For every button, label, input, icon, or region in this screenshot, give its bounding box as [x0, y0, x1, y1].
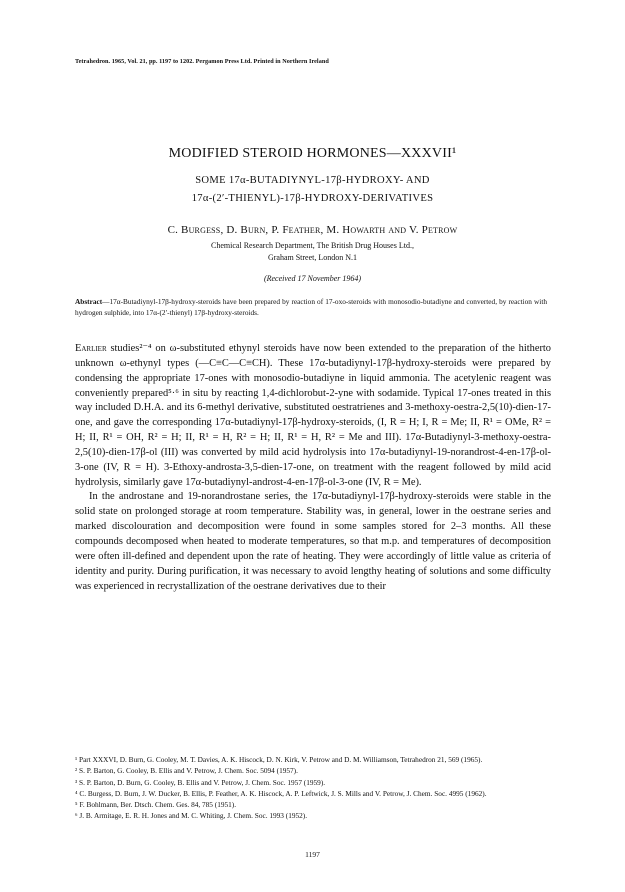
footnote: ¹ Part XXXVI, D. Burn, G. Cooley, M. T. Davies, A. K. Hiscock, D. N. Kirk, V. Petrow and D. M. Williamson, Tetrahedron 21, 569 (1965). — [75, 755, 483, 764]
abstract-heading: Abstract — [75, 297, 103, 306]
paper-title: MODIFIED STEROID HORMONES—XXXVII¹ — [168, 146, 457, 161]
paragraph-2: In the androstane and 19-norandrostane series, the 17α-butadiynyl-17β-hydroxy-steroids were stable in the solid state on prolonged storage at room temperature. Stability was, in general, lower in the oestrane series and marked discolouration and decomposition were found in some samples stored for 2–3 months. All these compounds decomposed when heated to moderate temperatures, so that m.p. and temperatures of decomposition were often ill-defined and dependent upon the rate of heating. They were accordingly of little value as criteria of identity and purity. During purification, it was necessary to avoid lengthy heating of solutions and some difficulty was experienced in recrystallization of the oestrane derivatives due to their — [75, 491, 551, 592]
subtitle-line-2: 17α-(2′-THIENYL)-17β-HYDROXY-DERIVATIVES — [191, 193, 434, 204]
author-list: C. Burgess, D. Burn, P. Feather, M. Howarth and V. Petrow — [167, 224, 458, 236]
footnote: ⁵ F. Bohlmann, Ber. Dtsch. Chem. Ges. 84, 785 (1951). — [75, 800, 237, 810]
affiliation — [0, 240, 625, 263]
page-number: 1197 — [305, 850, 320, 859]
abstract-text: —17α-Butadiynyl-17β-hydroxy-steroids have been prepared by reaction of 17-oxo-steroids with monosodio-butadiyne and converted, by reaction with hydrogen sulphide, into 17α-(2′-thienyl) 17β-hydroxy-steroids. — [75, 297, 547, 317]
paragraph-1-lead-word: Earlier — [75, 343, 107, 354]
footnote: ⁴ C. Burgess, D. Burn, J. W. Ducker, B. Ellis, P. Feather, A. K. Hiscock, A. P. Leftwick, J. S. Mills and V. Petrow, J. Chem. Soc. 4995 (1962). — [75, 788, 487, 798]
footnotes — [75, 754, 551, 822]
subtitle-line-1: SOME 17α-BUTADIYNYL-17β-HYDROXY- AND — [195, 175, 430, 186]
paper-subtitle — [0, 172, 625, 208]
paragraph-1 — [75, 342, 551, 490]
journal-citation-line: Tetrahedron. 1965, Vol. 21, pp. 1197 to 1202. Pergamon Press Ltd. Printed in Northern Ireland — [75, 58, 329, 65]
footnote: ⁶ J. B. Armitage, E. R. H. Jones and M. C. Whiting, J. Chem. Soc. 1993 (1952). — [75, 811, 308, 821]
affiliation-line-1: Chemical Research Department, The British Drug Houses Ltd., — [211, 241, 414, 250]
affiliation-line-2: Graham Street, London N.1 — [267, 252, 358, 262]
footnote: ² S. P. Barton, G. Cooley, B. Ellis and V. Petrow, J. Chem. Soc. 5094 (1957). — [75, 766, 298, 776]
abstract — [75, 297, 547, 318]
paragraph-1-text: studies²⁻⁴ on ω-substituted ethynyl steroids have now been extended to the preparation of the hitherto unknown ω-ethynyl types (—C≡C—C≡CH). These 17α-butadiynyl-17β-hydroxy-steroids were prepared by condensing the appropriate 17-ones with monosodio-butadiyne in liquid ammonia. The acetylenic reagent was conveniently prepared⁵·⁶ in situ by reacting 1,4-dichlorobut-2-yne with sodamide. Typical 17-ones treated in this way included D.H.A. and its 6-methyl derivative, substituted oestratrienes and 3-methoxy-oestra-2,5(10)-dien-17-one, and gave the corresponding 17α-butadiynyl-17β-hydroxy-steroids, (I, R = H; I, R = Me; II, R¹ = OMe, R² = H; II, R¹ = OH, R² = H; II, R¹ = H, R² = H; II, R¹ = H, R² = Me and III). 17α-Butadiynyl-3-methoxy-oestra-2,5(10)-dien-17β-ol (III) was converted by mild acid hydrolysis into 17α-butadiynyl-19-norandrost-4-en-17β-ol-3-one (IV, R = H). 3-Ethoxy-androsta-3,5-dien-17-one, on treatment with the reagent followed by mild acid hydrolysis, similarly gave 17α-butadiynyl-androst-4-en-17β-ol-3-one (IV, R = Me). — [75, 343, 551, 488]
received-date: (Received 17 November 1964) — [263, 274, 362, 283]
footnote: ³ S. P. Barton, D. Burn, G. Cooley, B. Ellis and V. Petrow, J. Chem. Soc. 1957 (1959). — [75, 777, 326, 787]
body-text — [75, 342, 551, 594]
